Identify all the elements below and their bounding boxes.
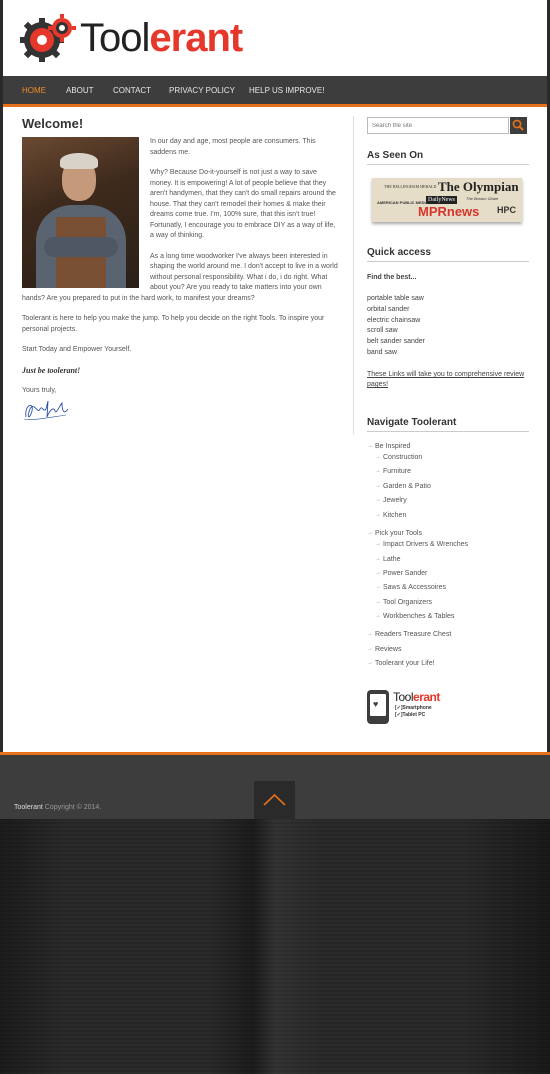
column-divider: [353, 116, 354, 434]
photo-hair: [60, 153, 98, 169]
nav-about[interactable]: ABOUT: [66, 86, 94, 95]
nav-tree-kitchen[interactable]: [375, 512, 523, 519]
chevron-up-icon: [254, 781, 295, 819]
nav-tree-power-sander-label: Power Sander: [383, 570, 428, 577]
app-wordmark-tool: Tool: [393, 690, 414, 704]
nav-tree-furniture-label: Furniture: [383, 468, 412, 475]
nav-tree-garden-patio-label: Garden & Patio: [383, 483, 431, 490]
site-logo[interactable]: [20, 10, 270, 66]
nav-tree-garden-patio[interactable]: [375, 483, 523, 490]
nav-tree-tool-organizers-label: Tool Organizers: [383, 599, 433, 606]
mobile-app-badge[interactable]: [367, 690, 457, 726]
app-tablet-label: [✓]Tablet PC: [395, 712, 426, 718]
back-to-top-button[interactable]: [254, 781, 295, 819]
nav-tree-power-sander[interactable]: [375, 570, 523, 577]
page-title: Welcome!: [22, 116, 84, 131]
nav-help-us-improve[interactable]: HELP US IMPROVE!: [249, 86, 325, 95]
woodworker-paragraph: As a long time woodworker I've always been interested in shaping the world around me. I don't accept to live in a world without personal responsibility. What i do, i do right. What about you? Are you ready to take matters into your own hands? Are you prepared to put in the hard work, to manifest your dreams?: [22, 252, 338, 302]
review-pages-link[interactable]: These Links will take you to comprehensive review pages!: [367, 371, 525, 388]
navigate-title: Navigate Toolerant: [367, 417, 529, 432]
nav-tree-be-inspired-label: Be Inspired: [375, 443, 411, 450]
quick-access-heading: Find the best...: [367, 274, 417, 281]
nav-tree-tool-organizers[interactable]: [375, 599, 523, 606]
logo-part-erant: erant: [149, 16, 243, 60]
main-content: [22, 116, 340, 428]
signature-image: [22, 397, 72, 423]
copyright-text: [14, 804, 101, 811]
nav-contact[interactable]: CONTACT: [113, 86, 152, 95]
nav-tree-furniture[interactable]: [375, 468, 523, 475]
press-dailynews: DailyNews: [428, 197, 455, 203]
nav-tree-lathe-label: Lathe: [383, 556, 401, 563]
nav-tree-pick-your-tools[interactable]: [367, 530, 525, 537]
search-input[interactable]: [367, 117, 509, 134]
footer-brand: Toolerant: [14, 804, 43, 811]
start-paragraph: Start Today and Empower Yourself.: [22, 346, 132, 353]
nav-tree-readers-treasure-chest[interactable]: [367, 631, 525, 638]
nav-privacy-policy[interactable]: PRIVACY POLICY: [169, 86, 235, 95]
heart-icon: ♥: [373, 699, 379, 709]
footer-copyright: Copyright © 2014.: [42, 804, 102, 811]
nav-tree-lathe[interactable]: [375, 556, 523, 563]
search-icon: [510, 117, 527, 134]
nav-tree-workbenches-tables[interactable]: [375, 613, 523, 620]
press-hpc: HPC: [497, 205, 517, 215]
nav-tree-saws-accessoires-label: Saws & Accessoires: [383, 584, 447, 591]
nav-tree-reviews[interactable]: [367, 646, 525, 653]
quick-link-orbital-sander[interactable]: orbital sander: [367, 305, 410, 313]
app-smartphone-label: [✓]Smartphone: [395, 705, 432, 711]
nav-tree-toolerant-your-life[interactable]: [367, 660, 525, 667]
main-nav: [3, 76, 547, 107]
press-herald: THE BELLINGHAM HERALD: [384, 184, 437, 189]
nav-tree-saws-accessoires[interactable]: [375, 584, 523, 591]
nav-tree-life-label: Toolerant your Life!: [375, 660, 435, 667]
nav-tree-kitchen-label: Kitchen: [383, 512, 407, 519]
search-button[interactable]: [510, 117, 527, 134]
intro-paragraph: In our day and age, most people are consumers. This saddens me.: [150, 138, 316, 156]
press-logos: [372, 178, 522, 222]
logo-part-tool: Tool: [80, 16, 150, 60]
closing-text: Yours truly,: [22, 387, 57, 394]
press-olympian: The Olympian: [438, 179, 519, 194]
site-header: [3, 0, 547, 76]
nav-tree-readers-label: Readers Treasure Chest: [375, 631, 452, 638]
nav-tree-workbenches-tables-label: Workbenches & Tables: [383, 613, 455, 620]
nav-tree-impact-drivers[interactable]: [375, 541, 523, 548]
logo-wordmark: [80, 16, 242, 60]
nav-tree-pick-your-tools-label: Pick your Tools: [375, 530, 422, 537]
quick-link-portable-table-saw[interactable]: portable table saw: [367, 295, 424, 302]
quick-link-scroll-saw[interactable]: scroll saw: [367, 327, 398, 335]
help-paragraph: Toolerant is here to help you make the jump. To help you decide on the right Tools. To inspire your personal projects.: [22, 315, 325, 333]
nav-tree-be-inspired[interactable]: [367, 443, 525, 450]
quick-link-band-saw[interactable]: band saw: [367, 348, 397, 356]
nav-tree-jewelry-label: Jewelry: [383, 497, 407, 504]
press-mpr: MPRnews: [418, 204, 480, 219]
why-paragraph: Why? Because Do-it-yourself is not just a way to save money. It is empowering! A lot of people believe that they aren't handymen, that they can't do small repairs around the house. That they can't remodel their homes & make their dreams come true. I'm, 100% sure, that this isn't true! Fortunatly, I encourage you to embrace DIY as a way of life, a way of thinking.: [150, 169, 336, 239]
press-apm: AMERICAN PUBLIC MEDIA: [377, 200, 429, 205]
author-photo: [22, 137, 139, 288]
page-background-bottom: [0, 819, 550, 1074]
nav-tree-jewelry[interactable]: [375, 497, 523, 504]
nav-tree-construction[interactable]: [375, 454, 523, 461]
quick-link-belt-sander[interactable]: belt sander sander: [367, 338, 425, 346]
tagline: Just be toolerant!: [22, 365, 81, 375]
quick-link-electric-chainsaw[interactable]: electric chainsaw: [367, 316, 421, 324]
photo-arms: [44, 237, 118, 257]
app-wordmark-erant: erant: [413, 690, 440, 704]
nav-tree-construction-label: Construction: [383, 454, 423, 461]
as-seen-on-title: As Seen On: [367, 150, 529, 165]
press-globe: The Boston Globe: [466, 196, 499, 201]
site-footer: [0, 755, 550, 819]
app-wordmark: [393, 690, 440, 704]
nav-tree-reviews-label: Reviews: [375, 646, 402, 653]
nav-tree-impact-drivers-label: Impact Drivers & Wrenches: [383, 541, 469, 548]
page-frame: [3, 0, 547, 752]
gear-logo-icon: [20, 10, 76, 66]
quick-access-title: Quick access: [367, 247, 529, 262]
nav-home[interactable]: HOME: [22, 86, 46, 95]
quick-access-list: [367, 294, 425, 359]
smartphone-icon: [367, 690, 389, 724]
